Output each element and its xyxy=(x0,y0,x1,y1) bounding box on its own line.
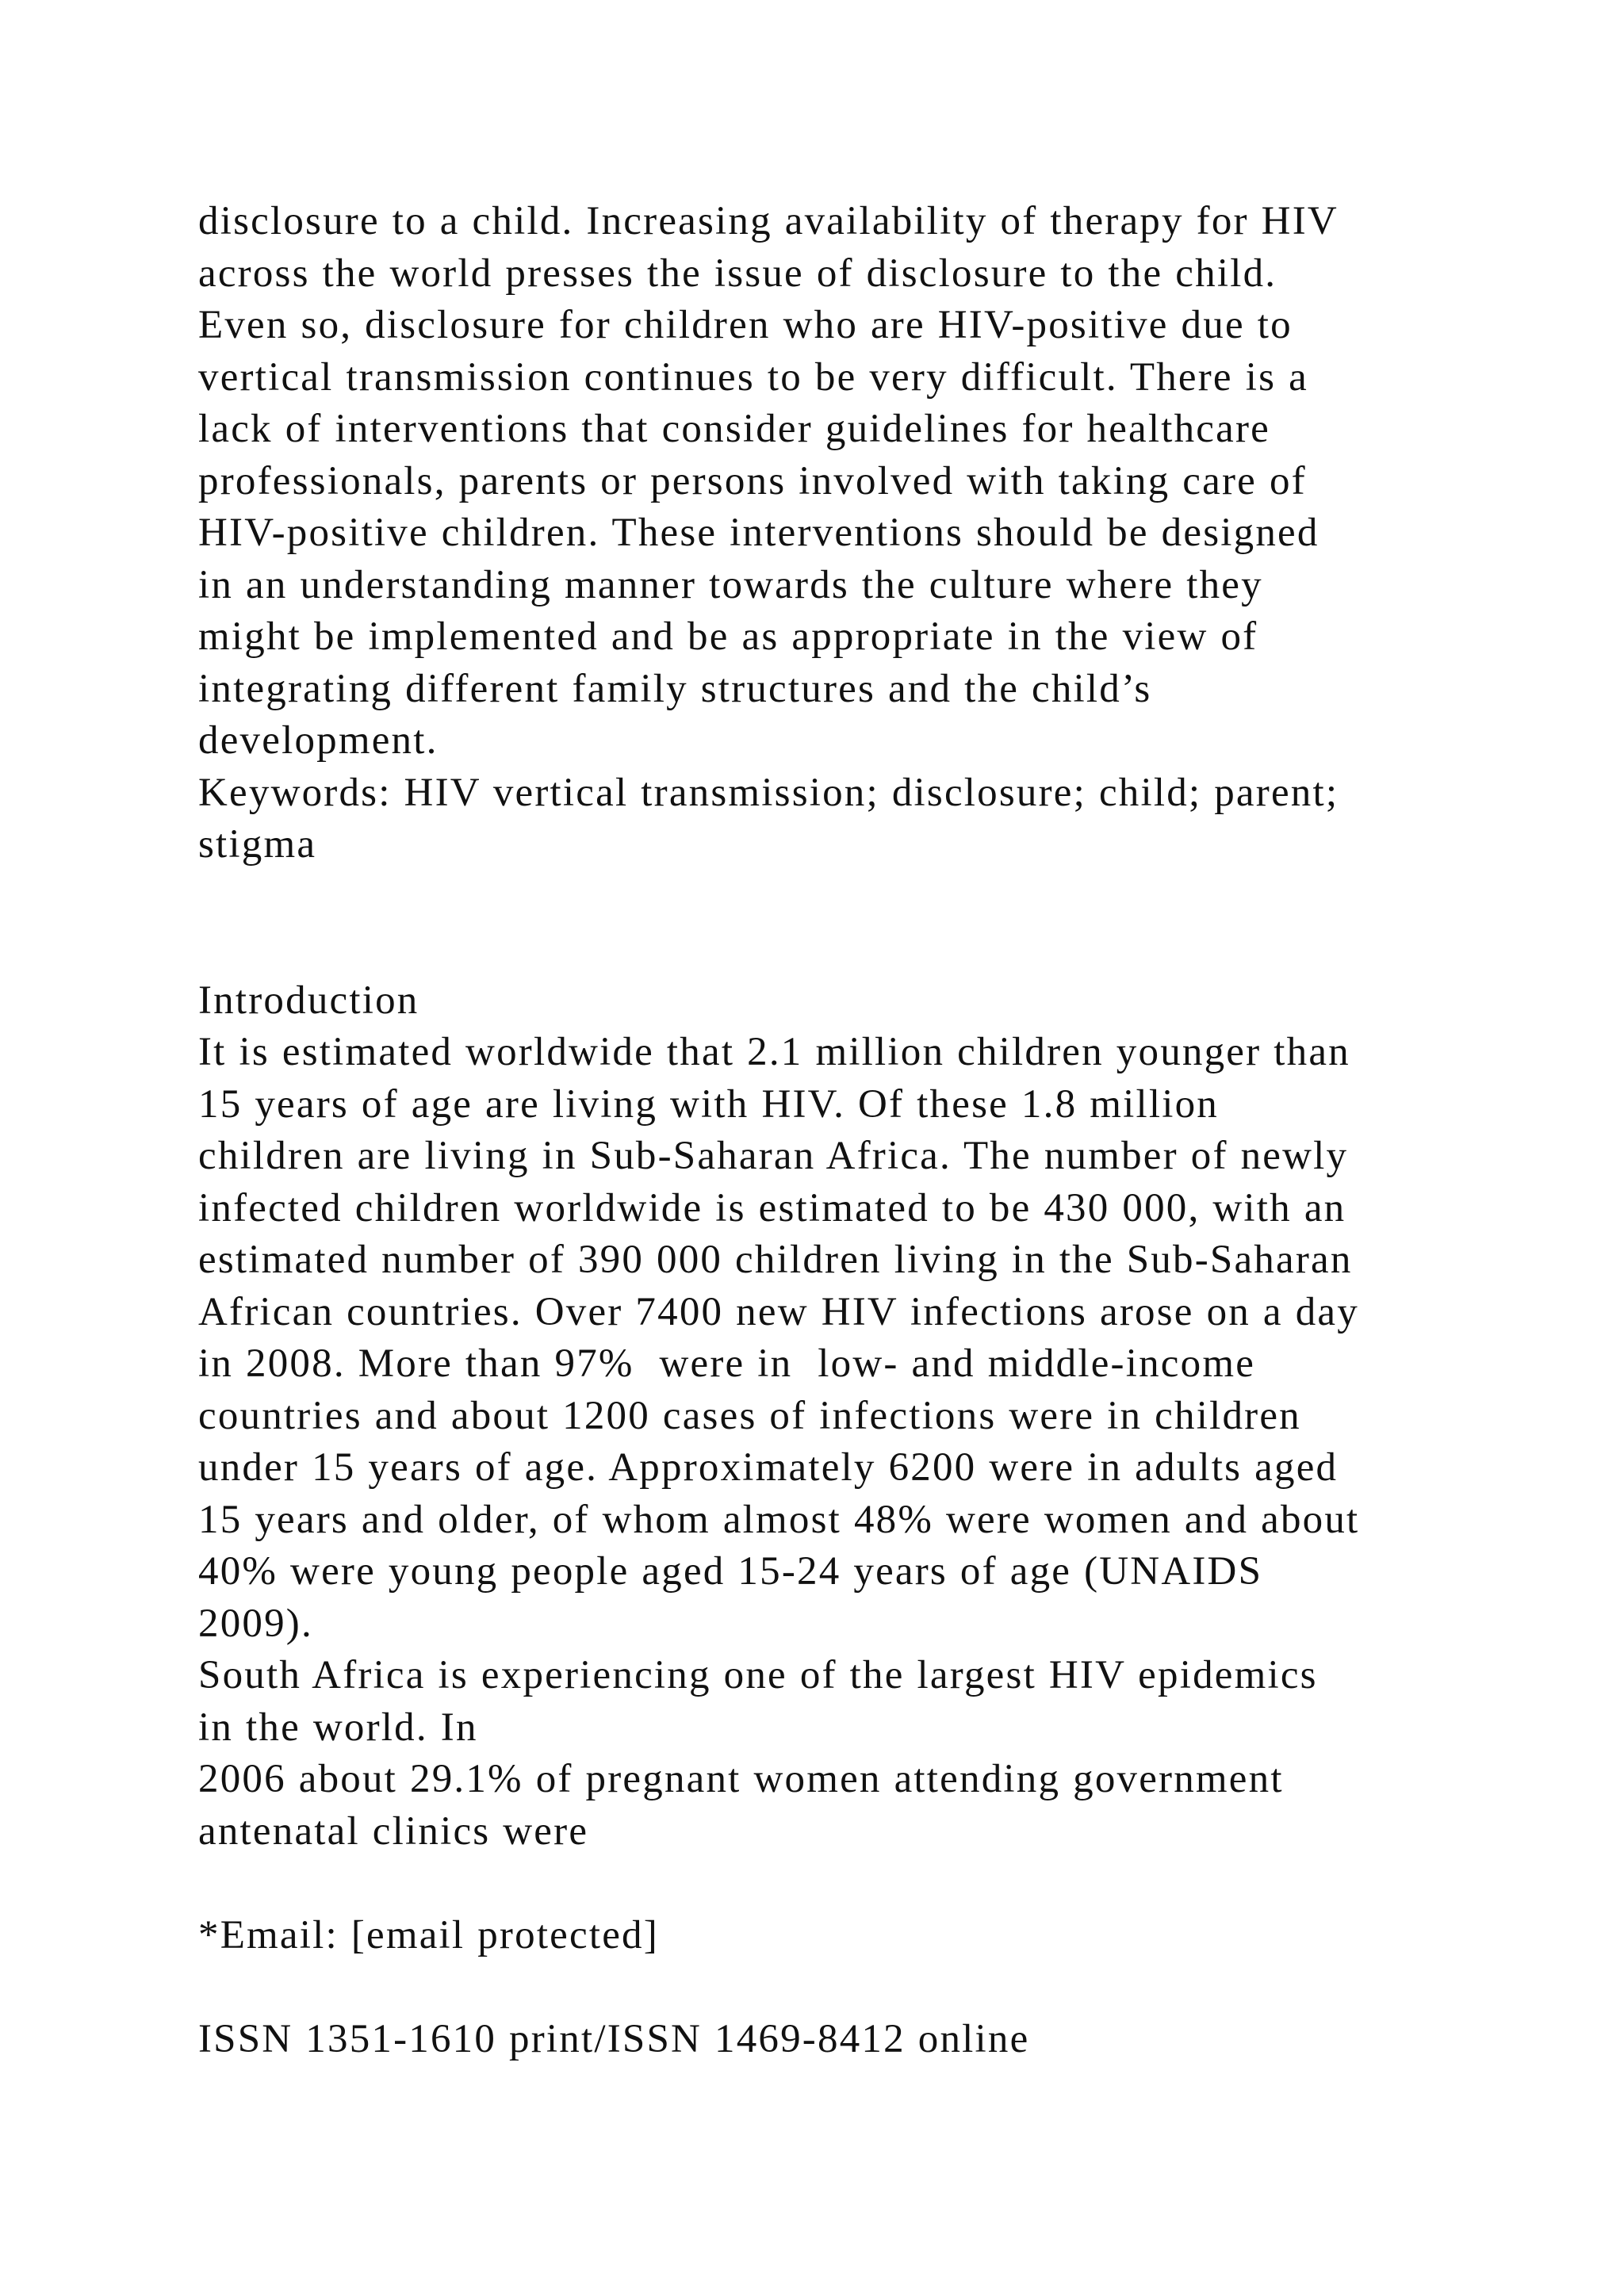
abstract-tail xyxy=(198,196,1546,767)
text-line: 15 years of age are living with HIV. Of these 1.8 million xyxy=(198,1081,1219,1127)
text-line: 15 years and older, of whom almost 48% were women and about xyxy=(198,1497,1360,1542)
keywords xyxy=(198,767,1546,871)
text-line: South Africa is experiencing one of the largest HIV epidemics xyxy=(198,1653,1318,1697)
text-line: It is estimated worldwide that 2.1 million children younger than xyxy=(198,1030,1350,1074)
text-line: children are living in Sub-Saharan Africa. The number of newly xyxy=(198,1134,1349,1178)
text-line: African countries. Over 7400 new HIV infections arose on a day xyxy=(198,1289,1359,1334)
text-line: 2006 about 29.1% of pregnant women attending government xyxy=(198,1757,1284,1801)
text-line: might be implemented and be as appropriate in the view of xyxy=(198,614,1258,659)
spacer xyxy=(198,1858,1546,1910)
text-line: disclosure to a child. Increasing availability of therapy for HIV xyxy=(198,199,1339,243)
text-line: 2009). xyxy=(198,1601,313,1646)
spacer xyxy=(198,871,1546,924)
spacer xyxy=(198,923,1546,975)
text-line: across the world presses the issue of disclosure to the child. xyxy=(198,251,1277,296)
text-line: professionals, parents or persons involved with taking care of xyxy=(198,458,1307,503)
introduction-paragraph-2 xyxy=(198,1650,1546,1858)
text-line: stigma xyxy=(198,822,317,867)
text-line: in an understanding manner towards the culture where they xyxy=(198,562,1263,607)
body-text xyxy=(198,196,1546,2065)
text-line: Even so, disclosure for children who are HIV-positive due to xyxy=(198,303,1293,347)
text-line: HIV-positive children. These interventions should be designed xyxy=(198,511,1320,555)
text-line: Keywords: HIV vertical transmission; disclosure; child; parent; xyxy=(198,770,1339,815)
text-line: antenatal clinics were xyxy=(198,1808,589,1854)
issn-line: ISSN 1351-1610 print/ISSN 1469-8412 online xyxy=(198,2016,1030,2061)
text-line: under 15 years of age. Approximately 6200 were in adults aged xyxy=(198,1445,1339,1490)
text-line: development. xyxy=(198,718,439,763)
text-line: in 2008. More than 97% were in low- and middle-income xyxy=(198,1341,1256,1386)
email-footnote: *Email: [email protected] xyxy=(198,1912,659,1957)
text-line: integrating different family structures and the child’s xyxy=(198,666,1152,711)
introduction-paragraph-1 xyxy=(198,1027,1546,1650)
text-line: vertical transmission continues to be very difficult. There is a xyxy=(198,354,1308,400)
text-line: lack of interventions that consider guidelines for healthcare xyxy=(198,407,1271,451)
text-line: estimated number of 390 000 children living in the Sub-Saharan xyxy=(198,1238,1353,1282)
section-heading: Introduction xyxy=(198,978,419,1023)
text-line: 40% were young people aged 15-24 years of age (UNAIDS xyxy=(198,1549,1263,1594)
text-line: infected children worldwide is estimated to be 430 000, with an xyxy=(198,1185,1346,1230)
text-line: in the world. In xyxy=(198,1705,478,1750)
spacer xyxy=(198,1961,1546,2014)
text-line: countries and about 1200 cases of infections were in children xyxy=(198,1393,1301,1438)
